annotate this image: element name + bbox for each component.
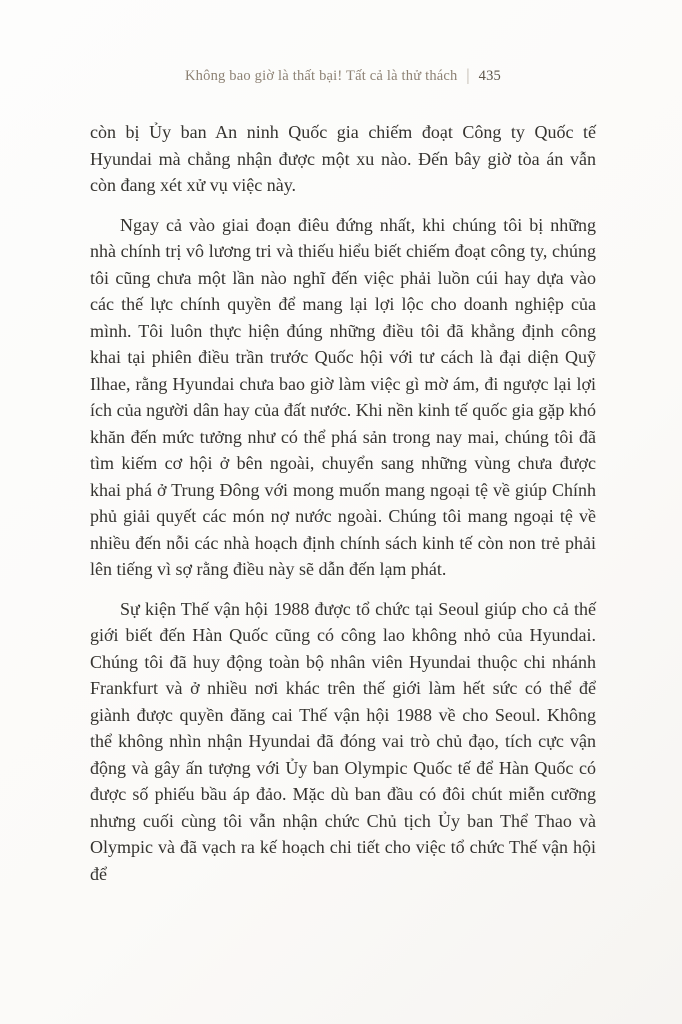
paragraph: Sự kiện Thế vận hội 1988 được tổ chức tại Seoul giúp cho cả thế giới biết đến Hàn Quốc cũng có công lao không nhỏ của Hyundai. Chúng tôi đã huy động toàn bộ nhân viên Hyundai thuộc chi nhánh Frankfurt và ở nhiều nơi khác trên thế giới làm hết sức có thể để giành được quyền đăng cai Thế vận hội 1988 về cho Seoul. Không thể không nhìn nhận Hyundai đã đóng vai trò chủ đạo, tích cực vận động và gây ấn tượng với Ủy ban Olympic Quốc tế để Hàn Quốc có được số phiếu bầu áp đảo. Mặc dù ban đầu có đôi chút miễn cưỡng nhưng cuối cùng tôi vẫn nhận chức Chủ tịch Ủy ban Thể Thao và Olympic và đã vạch ra kế hoạch chi tiết cho việc tổ chức Thế vận hội để xyxy=(90,598,596,884)
page-number: 435 xyxy=(478,68,501,84)
page-body xyxy=(90,119,596,887)
paragraph: Ngay cả vào giai đoạn điêu đứng nhất, khi chúng tôi bị những nhà chính trị vô lương tri và thiếu hiểu biết chiếm đoạt công ty, chúng tôi cũng chưa một lần nào nghĩ đến việc phải luồn cúi hay dựa vào các thế lực chính quyền để mang lại lợi lộc cho doanh nghiệp của mình. Tôi luôn thực hiện đúng những điều tôi đã khẳng định công khai tại phiên điều trần trước Quốc hội với tư cách là đại diện Quỹ Ilhae, rằng Hyundai chưa bao giờ làm việc gì mờ ám, đi ngược lại lợi ích của người dân hay của đất nước. Khi nền kinh tế quốc gia gặp khó khăn đến mức tưởng như có thể phá sản trong nay mai, chúng tôi đã tìm kiếm cơ hội ở bên ngoài, chuyển sang những vùng chưa được khai phá ở Trung Đông với mong muốn mang ngoại tệ về giúp Chính phủ giải quyết các món nợ nước ngoài. Chúng tôi mang ngoại tệ về nhiều đến nỗi các nhà hoạch định chính sách kinh tế còn non trẻ phải lên tiếng vì sợ rằng điều này sẽ dẫn đến lạm phát. xyxy=(90,214,596,579)
paragraph: còn bị Ủy ban An ninh Quốc gia chiếm đoạt Công ty Quốc tế Hyundai mà chẳng nhận được một xu nào. Đến bây giờ tòa án vẫn còn đang xét xử vụ việc này. xyxy=(90,122,596,195)
header-separator: | xyxy=(466,66,470,86)
page-header xyxy=(90,68,596,85)
running-title: Không bao giờ là thất bại! Tất cả là thử thách xyxy=(185,68,458,84)
